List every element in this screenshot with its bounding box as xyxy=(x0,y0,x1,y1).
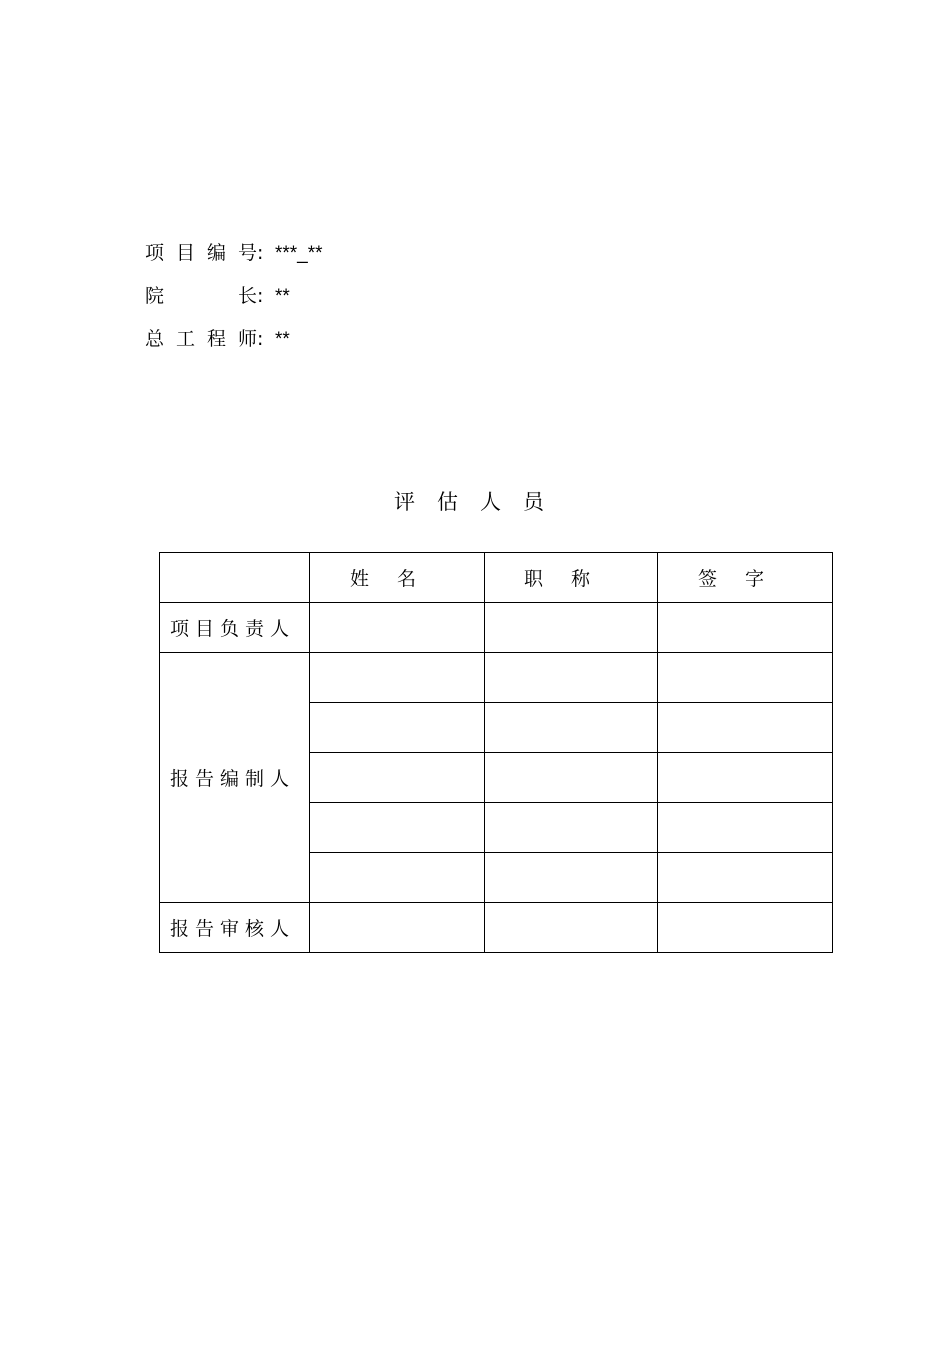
name-cell[interactable] xyxy=(310,753,485,803)
chief-engineer-colon: : xyxy=(257,328,264,350)
signature-cell[interactable] xyxy=(658,903,833,953)
table-row xyxy=(160,653,833,703)
chief-engineer-row xyxy=(145,318,323,361)
title-cell[interactable] xyxy=(485,803,658,853)
project-number-value: ***_** xyxy=(275,243,323,264)
dean-value: ** xyxy=(275,286,290,307)
row-label-report-author: 报告编制人 xyxy=(160,653,310,903)
title-cell[interactable] xyxy=(485,903,658,953)
signature-cell[interactable] xyxy=(658,703,833,753)
title-cell[interactable] xyxy=(485,603,658,653)
name-cell[interactable] xyxy=(310,903,485,953)
header-blank xyxy=(160,553,310,603)
table-header-row xyxy=(160,553,833,603)
signature-cell[interactable] xyxy=(658,603,833,653)
section-title: 评估人员 xyxy=(394,490,566,514)
name-cell[interactable] xyxy=(310,853,485,903)
chief-engineer-value: ** xyxy=(275,329,290,350)
header-title: 职称 xyxy=(485,553,658,603)
title-cell[interactable] xyxy=(485,653,658,703)
signature-cell[interactable] xyxy=(658,803,833,853)
staff-table xyxy=(159,552,833,953)
dean-colon: : xyxy=(257,285,264,307)
title-cell[interactable] xyxy=(485,703,658,753)
row-label-report-reviewer: 报告审核人 xyxy=(160,903,310,953)
name-cell[interactable] xyxy=(310,803,485,853)
signature-cell[interactable] xyxy=(658,753,833,803)
name-cell[interactable] xyxy=(310,603,485,653)
title-cell[interactable] xyxy=(485,753,658,803)
title-cell[interactable] xyxy=(485,853,658,903)
header-signature: 签字 xyxy=(658,553,833,603)
row-label-project-lead: 项目负责人 xyxy=(160,603,310,653)
project-info xyxy=(145,232,323,361)
project-number-label: 项目编号 xyxy=(145,242,257,264)
project-number-row xyxy=(145,232,323,275)
signature-cell[interactable] xyxy=(658,853,833,903)
chief-engineer-label: 总工程师 xyxy=(145,328,257,350)
name-cell[interactable] xyxy=(310,653,485,703)
header-name: 姓名 xyxy=(310,553,485,603)
project-number-colon: : xyxy=(257,242,264,264)
dean-label: 院 长 xyxy=(145,285,257,307)
name-cell[interactable] xyxy=(310,703,485,753)
table-row xyxy=(160,903,833,953)
table-row xyxy=(160,603,833,653)
dean-row xyxy=(145,275,323,318)
signature-cell[interactable] xyxy=(658,653,833,703)
